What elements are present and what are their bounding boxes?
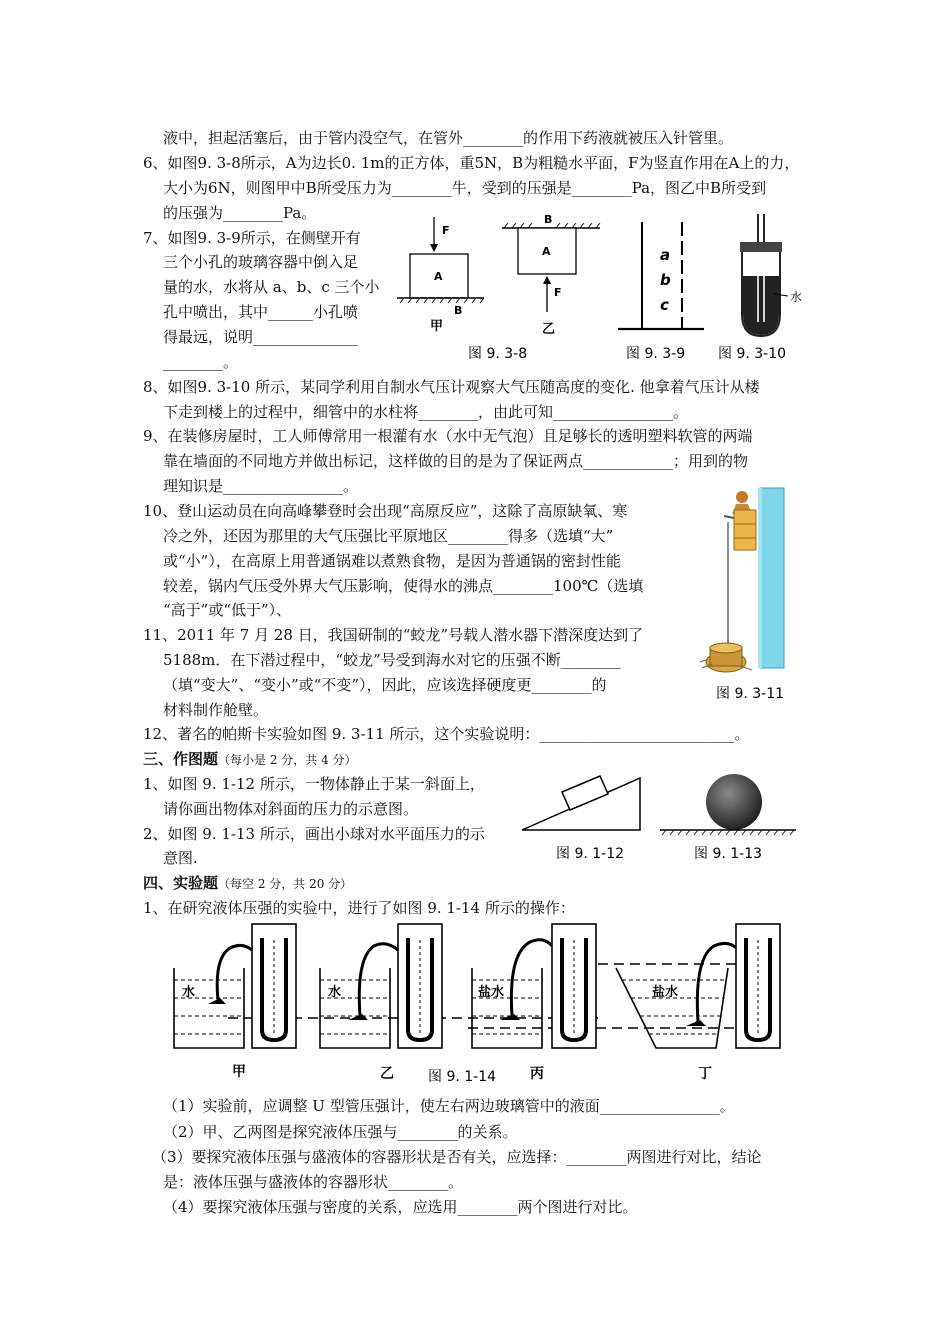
caption-9-3-8: 图 9. 3-8 [468,346,528,362]
figure-9-3-8 [392,212,620,364]
caption-9-3-9: 图 9. 3-9 [626,346,686,362]
question-10-line-5: “高于”或“低于”）、 [163,601,292,619]
label-jia: 甲 [232,1064,246,1080]
hole-a-label: a [660,246,671,264]
label-yi: 乙 [380,1066,394,1082]
wall [760,488,784,668]
experiment-1-intro: 1、在研究液体压强的实验中，进行了如图 9. 1-14 所示的操作： [143,899,575,917]
question-11-line-1: 11、2011 年 7 月 28 日，我国研制的“蛟龙”号载人潜水器下潜深度达到了 [143,626,644,644]
surface-b-label-yi: B [544,213,553,226]
surface-b-label-jia: B [454,304,463,317]
question-7-line-1: 7、如图9. 3-9所示，在侧壁开有 [143,229,361,247]
caption-9-3-10: 图 9. 3-10 [718,346,787,362]
setup-bing [472,924,596,1082]
block-a-label-jia: A [434,270,443,283]
question-7-line-2: 三个小孔的玻璃容器中倒入足 [163,253,359,271]
label-water-jia: 水 [182,985,196,1000]
experiment-1-part-2: （2）甲、乙两图是探究液体压强与________的关系。 [163,1123,518,1141]
figure-9-3-10 [712,212,812,364]
caption-9-1-13: 图 9. 1-13 [694,846,763,862]
question-6-line-2: 大小为6N，则图甲中B所受压力为________牛，受到的压强是________Pa，图乙中B所受到 [163,179,767,197]
question-10-line-4: 较差，锅内气压受外界大气压影响，使得水的沸点________100℃（选填 [163,577,644,595]
figure-yi-setup [502,213,600,337]
label-water-yi: 水 [328,985,342,1000]
line-continuation: 液中，担起活塞后，由于管内没空气，在管外________的作用下药液就被压入针管里。 [163,129,734,147]
question-9-line-1: 9、在装修房屋时，工人师傅常用一根灌有水（水中无气泡）且足够长的透明塑料软管的两端 [143,427,753,445]
figure-9-1-12 [518,772,658,866]
section-3-heading [143,747,357,772]
question-6-line-1: 6、如图9. 3-8所示，A为边长0. 1m的正方体，重5N，B为粗糙水平面，F为竖直作用在A上的力， [143,154,800,172]
experiment-1-part-3-line-2: 是：液体压强与盛液体的容器形状________。 [163,1173,464,1191]
question-11-line-4: 材料制作舱壁。 [163,701,269,719]
question-10-line-2: 冷之外，还因为那里的大气压强比平原地区________得多（选填“大” [163,527,614,545]
barrel-top [734,510,756,550]
caption-9-3-11: 图 9. 3-11 [716,686,785,702]
force-label-f-yi: F [554,286,562,299]
label-saltwater-ding: 盐水 [652,985,679,1000]
person-icon [736,491,748,503]
question-7-line-5: 得最远，说明______________ [163,328,359,346]
question-6-line-3: 的压强为________Pa。 [163,204,317,222]
section-4-note: （每空 2 分，共 20 分） [218,877,353,891]
hole-b-label: b [660,271,671,289]
figure-9-3-9 [614,212,710,364]
caption-9-1-12: 图 9. 1-12 [556,846,625,862]
section-3-title: 三、作图题 [143,750,219,768]
figure-jia-setup [397,217,484,334]
drawing-2-line-2: 意图. [163,849,198,867]
drawing-2-line-1: 2、如图 9. 1-13 所示，画出小球对水平面压力的示 [143,825,485,843]
force-label-f-jia: F [442,224,450,237]
question-12: 12、著名的帕斯卡实验如图 9. 3-11 所示，这个实验说明：__________________________。 [143,725,750,743]
section-3-note: （每小是 2 分，共 4 分） [218,753,357,767]
figure-9-1-13 [658,772,800,866]
question-10-line-3: 或“小”），在高原上用普通锅难以煮熟食物，是因为普通锅的密封性能 [163,552,621,570]
question-11-line-3: （填“变大”、“变小”或“不变”），因此，应该选择硬度更________的 [163,676,607,694]
question-7-line-4: 孔中喷出，其中______小孔喷 [163,303,359,321]
question-9-line-3: 理知识是________________。 [163,477,359,495]
label-yi: 乙 [542,322,556,337]
section-4-title: 四、实验题 [143,874,219,892]
ball [706,774,762,830]
question-10-line-1: 10、登山运动员在向高峰攀登时会出现“高原反应”，这除了高原缺氧、寒 [143,502,628,520]
section-4-heading [143,871,352,896]
label-jia: 甲 [430,319,444,334]
question-7-line-3: 量的水，水将从 a、b、c 三个小 [163,278,380,296]
label-bing: 丙 [530,1066,544,1082]
setup-yi [320,924,442,1082]
question-11-line-2: 5188m．在下潜过程中，“蛟龙”号受到海水对它的压强不断________ [163,651,621,669]
experiment-1-part-1: （1）实验前，应调整 U 型管压强计，使左右两边玻璃管中的液面________________。 [163,1097,735,1115]
setup-ding [616,924,780,1082]
experiment-1-part-3-line-1: （3）要探究液体压强与盛液体的容器形状是否有关，应选择：________两图进行对比，结论 [152,1148,762,1166]
question-8-line-2: 下走到楼上的过程中，细管中的水柱将________，由此可知________________。 [163,403,689,421]
setup-jia [174,924,296,1080]
question-9-line-2: 靠在墙面的不同地方并做出标记，这样做的目的是为了保证两点____________；用到的物 [163,452,749,470]
label-saltwater-bing: 盐水 [478,985,505,1000]
question-7-line-6: ________。 [163,353,239,371]
block-a-label-yi: A [542,245,551,258]
figure-9-1-14 [168,918,788,1090]
label-ding: 丁 [698,1066,712,1082]
drawing-1-line-1: 1、如图 9. 1-12 所示，一物体静止于某一斜面上， [143,775,485,793]
hole-c-label: c [660,296,669,314]
caption-9-1-14: 图 9. 1-14 [428,1069,497,1085]
figure-9-3-11 [698,484,802,708]
experiment-1-part-4: （4）要探究液体压强与密度的关系，应选用________两个图进行对比。 [163,1198,638,1216]
water-label: 水 [790,290,803,304]
drawing-1-line-2: 请你画出物体对斜面的压力的示意图。 [163,800,419,818]
question-8-line-1: 8、如图9. 3-10 所示，某同学利用自制水气压计观察大气压随高度的变化. 他拿着气压计从楼 [143,378,760,396]
